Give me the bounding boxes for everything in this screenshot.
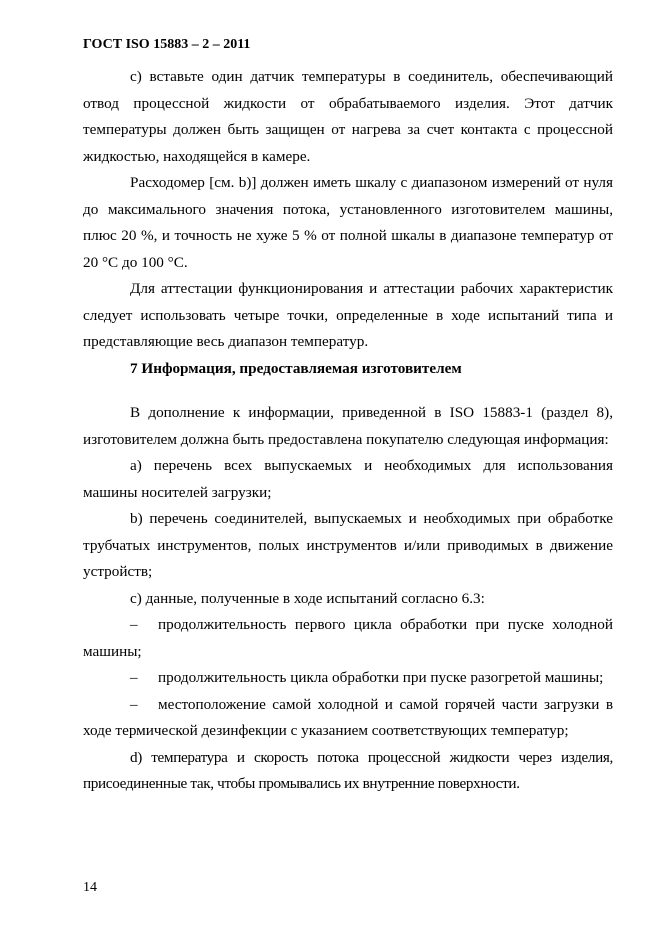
section-spacing xyxy=(83,382,613,400)
list-item-b: b) перечень соединителей, выпускаемых и необходимых при обработке трубчатых инструментов, полых инструментов и/или приводимых в движение устройств; xyxy=(83,510,613,580)
dash-item-warm-machine xyxy=(83,665,613,692)
paragraph-attestation: Для аттестации функционирования и аттестации рабочих характеристик следует использовать четыре точки, определенные в ходе испытаний типа и представляющие весь диапазон температур. xyxy=(83,280,613,350)
section-title: 7 Информация, предоставляемая изготовителем xyxy=(130,359,462,377)
paragraph-sensor: с) вставьте один датчик температуры в соединитель, обеспечивающий отвод процессной жидкости от обрабатываемого изделия. Этот датчик температуры должен быть защищен от нагрева за счет контакта с процессной жидкостью, находящейся в камере. xyxy=(83,68,613,165)
dash-item-cold-machine xyxy=(83,612,613,665)
dash-marker: – xyxy=(130,616,138,633)
dash-item-temperature-points xyxy=(83,692,613,745)
list-item-c: с) данные, полученные в ходе испытаний согласно 6.3: xyxy=(130,589,485,607)
dash-marker: – xyxy=(130,695,138,713)
page-number: 14 xyxy=(83,880,97,895)
dash-item-text: продолжительность цикла обработки при пуске разогретой машины; xyxy=(158,669,604,686)
list-item-d: d) температура и скорость потока процессной жидкости через изделия, присоединенные так, чтобы промывались их внутренние поверхности. xyxy=(83,748,613,792)
list-item-a: а) перечень всех выпускаемых и необходимых для использования машины носителей загрузки; xyxy=(83,457,613,501)
document-body xyxy=(83,64,613,798)
document-header: ГОСТ ISO 15883 – 2 – 2011 xyxy=(83,37,251,52)
dash-item-text: продолжительность первого цикла обработки при пуске холодной машины; xyxy=(83,616,613,660)
dash-item-text: местоположение самой холодной и самой горячей части загрузки в ходе термической дезинфекции с указанием соответствующих температур; xyxy=(83,695,613,739)
paragraph-flowmeter: Расходомер [см. b)] должен иметь шкалу с диапазоном измерений от нуля до максимального значения потока, установленного изготовителем машины, плюс 20 %, и точность не хуже 5 % от полной шкалы в диапазоне температур от 20 °С до 100 °С. xyxy=(83,174,613,271)
dash-marker: – xyxy=(130,669,138,686)
paragraph-information-intro: В дополнение к информации, приведенной в ISO 15883-1 (раздел 8), изготовителем должна быть предоставлена покупателю следующая информация: xyxy=(83,404,613,448)
